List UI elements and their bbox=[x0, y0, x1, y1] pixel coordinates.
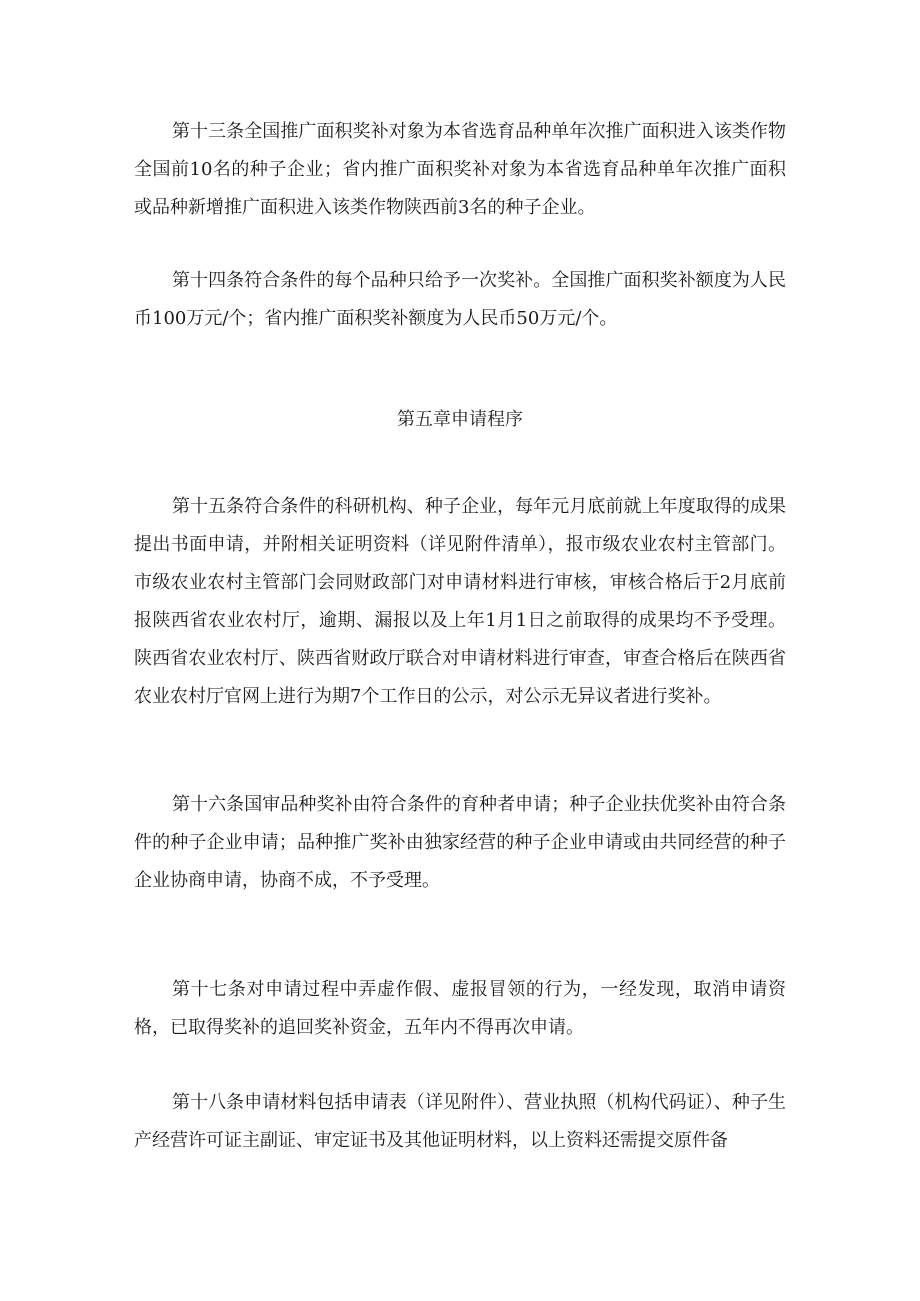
chapter-heading: 第五章申请程序 bbox=[397, 409, 523, 430]
article-15-paragraph: 第十五条符合条件的科研机构、种子企业，每年元月底前就上年度取得的成果提出书面申请，并附相关证明资料（详见附件清单），报市级农业农村主管部门。市级农业农村主管部门会同财政部门对申请材料进行审核，审核合格后于2月底前报陕西省农业农村厅，逾期、漏报以及上年1月1日之前取得的成果均不予受理。陕西省农业农村厅、陕西省财政厅联合对申请材料进行审查，审查合格后在陕西省农业农村厅官网上进行为期7个工作日的公示，对公示无异议者进行奖补。 bbox=[134, 496, 786, 707]
article-17-paragraph: 第十七条对申请过程中弄虚作假、虚报冒领的行为，一经发现，取消申请资格，已取得奖补的追回奖补资金，五年内不得再次申请。 bbox=[134, 979, 786, 1038]
article-14-paragraph: 第十四条符合条件的每个品种只给予一次奖补。全国推广面积奖补额度为人民币100万元/个；省内推广面积奖补额度为人民币50万元/个。 bbox=[134, 270, 786, 329]
article-16-paragraph: 第十六条国审品种奖补由符合条件的育种者申请；种子企业扶优奖补由符合条件的种子企业申请；品种推广奖补由独家经营的种子企业申请或由共同经营的种子企业协商申请，协商不成，不予受理。 bbox=[134, 794, 786, 891]
article-18-paragraph: 第十八条申请材料包括申请表（详见附件）、营业执照（机构代码证）、种子生产经营许可证主副证、审定证书及其他证明材料，以上资料还需提交原件备 bbox=[134, 1092, 786, 1151]
article-13-paragraph: 第十三条全国推广面积奖补对象为本省选育品种单年次推广面积进入该类作物全国前10名的种子企业；省内推广面积奖补对象为本省选育品种单年次推广面积或品种新增推广面积进入该类作物陕西前3名的种子企业。 bbox=[134, 121, 786, 218]
